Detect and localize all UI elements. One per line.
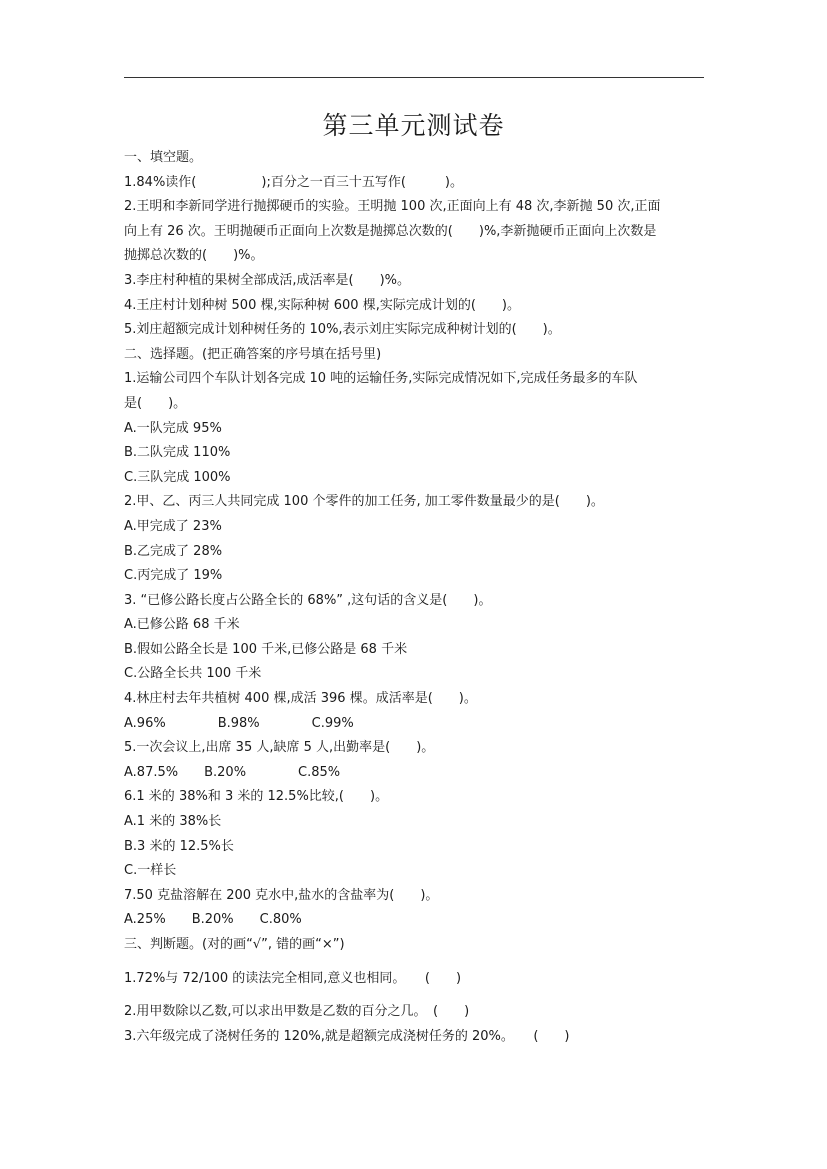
option-line: C.一样长 [124, 863, 177, 879]
section-heading: 一、填空题。 [124, 150, 203, 165]
spacer [124, 958, 714, 967]
question-line: 2.用甲数除以乙数,可以求出甲数是乙数的百分之几。 ( ) [124, 1004, 470, 1020]
question-line: 2.甲、乙、丙三人共同完成 100 个零件的加工任务, 加工零件数量最少的是( )。 [124, 494, 604, 510]
question-line: 1.运输公司四个车队计划各完成 10 吨的运输任务,实际完成情况如下,完成任务最多的车队 [124, 371, 638, 387]
question-line: 6.1 米的 38%和 3 米的 12.5%比较,( )。 [124, 789, 389, 805]
option-line: C.公路全长共 100 千米 [124, 666, 262, 682]
option-line: B.3 米的 12.5%长 [124, 838, 234, 854]
option-line: A.87.5% B.20% C.85% [124, 764, 341, 780]
option-line: B.二队完成 110% [124, 445, 231, 461]
question-line: 7.50 克盐溶解在 200 克水中,盐水的含盐率为( )。 [124, 887, 439, 903]
page-title: 第三单元测试卷 [322, 111, 505, 140]
question-line: 1.72%与 72/100 的读法完全相同,意义也相同。 ( ) [124, 970, 462, 986]
question-line: 5.刘庄超额完成计划种树任务的 10%,表示刘庄实际完成种树计划的( )。 [124, 322, 561, 338]
option-line: C.丙完成了 19% [124, 568, 223, 584]
question-line: 4.王庄村计划种树 500 棵,实际种树 600 棵,实际完成计划的( )。 [124, 297, 520, 313]
option-line: A.96% B.98% C.99% [124, 715, 354, 731]
spacer [124, 991, 714, 1000]
option-line: B.假如公路全长是 100 千米,已修公路是 68 千米 [124, 641, 408, 657]
header-rule [124, 77, 704, 78]
option-line: A.已修公路 68 千米 [124, 617, 240, 633]
question-line: 4.林庄村去年共植树 400 棵,成活 396 棵。成活率是( )。 [124, 691, 477, 707]
question-line: 是( )。 [124, 395, 187, 411]
section-heading: 三、判断题。(对的画“√”, 错的画“×”) [124, 937, 345, 952]
option-line: C.三队完成 100% [124, 469, 231, 485]
question-line: 3. “已修公路长度占公路全长的 68%” ,这句话的含义是( )。 [124, 592, 492, 608]
question-line: 向上有 26 次。王明抛硬币正面向上次数是抛掷总次数的( )%,李新抛硬币正面向上次数是 [124, 223, 657, 239]
option-line: A.甲完成了 23% [124, 518, 222, 534]
option-line: A.一队完成 95% [124, 420, 222, 436]
question-line: 抛掷总次数的( )%。 [124, 248, 264, 264]
question-line: 2.王明和李新同学进行抛掷硬币的实验。王明抛 100 次,正面向上有 48 次,李新抛 50 次,正面 [124, 199, 661, 215]
section-heading: 二、选择题。(把正确答案的序号填在括号里) [124, 346, 382, 362]
option-line: B.乙完成了 28% [124, 543, 223, 559]
option-line: A.1 米的 38%长 [124, 814, 222, 830]
question-line: 3.六年级完成了浇树任务的 120%,就是超额完成浇树任务的 20%。 ( ) [124, 1028, 570, 1044]
question-line: 3.李庄村种植的果树全部成活,成活率是( )%。 [124, 272, 411, 288]
option-line: A.25% B.20% C.80% [124, 912, 302, 928]
question-line: 1.84%读作( );百分之一百三十五写作( )。 [124, 174, 463, 190]
document-body [124, 146, 714, 1049]
question-line: 5.一次会议上,出席 35 人,缺席 5 人,出勤率是( )。 [124, 740, 435, 756]
